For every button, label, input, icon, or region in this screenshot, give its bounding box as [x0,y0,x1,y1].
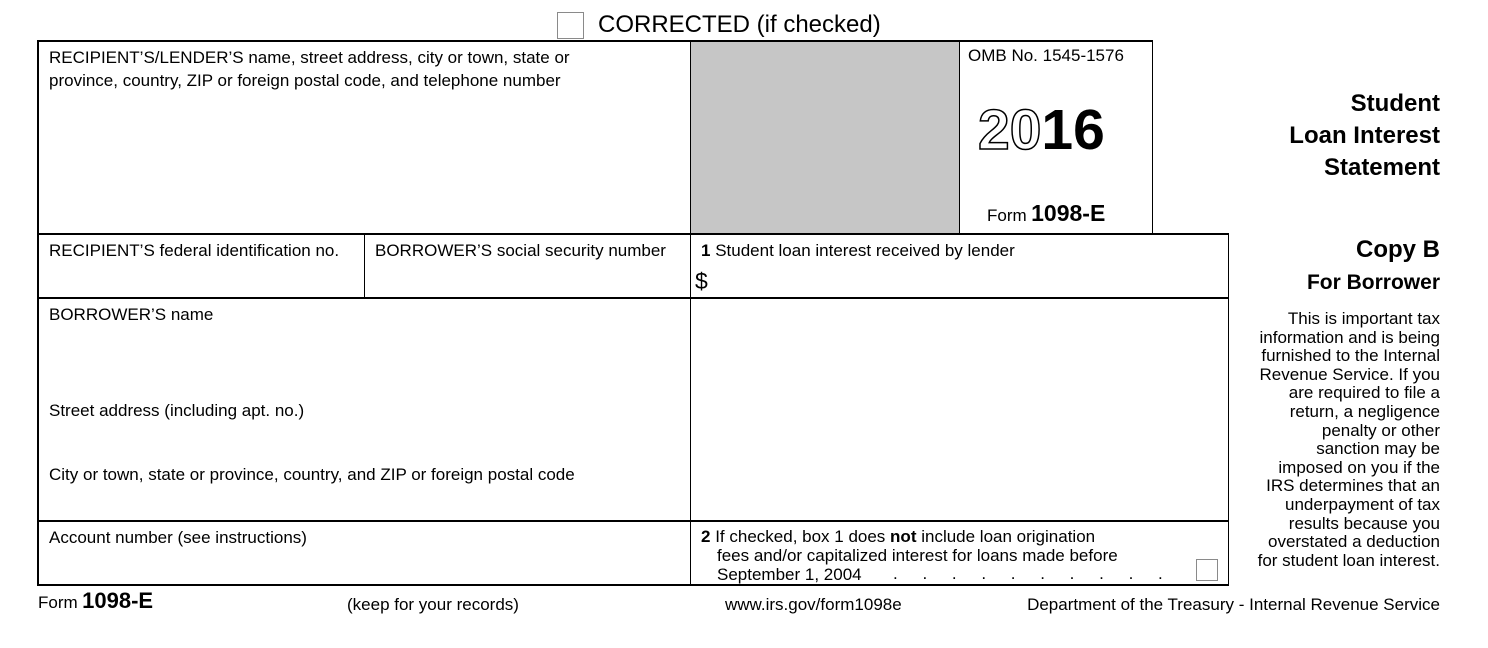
copy-notice [1232,310,1440,570]
footer-form-id [38,588,153,614]
box1-currency: $ [695,268,708,294]
box2-checkbox[interactable] [1196,559,1218,581]
blank-box [691,299,1228,520]
footer-form-number: 1098-E [82,588,154,613]
notice-line: return, a negligence [1289,401,1440,421]
recipient-fed-id-label: RECIPIENT’S federal identification no. [49,241,340,260]
header-form-number: 1098-E [1031,200,1106,226]
footer-url[interactable]: www.irs.gov/form1098e [725,595,902,614]
notice-line: information and is being [1259,327,1440,347]
omb-number: OMB No. 1545-1576 [968,46,1124,65]
box1-label-text: Student loan interest received by lender [715,241,1015,260]
box2-line2: fees and/or capitalized interest for loans made before [717,546,1118,565]
notice-line: furnished to the Internal [1261,346,1440,366]
notice-line: for student loan interest. [1257,550,1440,570]
header-right-border [1152,40,1153,234]
box2-line1-post: include loan origination [916,527,1096,546]
omb-divider [959,40,960,234]
tax-year-suffix: 16 [1041,98,1105,162]
box2-line1-pre: If checked, box 1 does [715,527,891,546]
recipient-name-label-line2: province, country, ZIP or foreign postal code, and telephone number [49,71,561,90]
box2-line3: September 1, 2004 [717,565,862,584]
box2-number: 2 [701,527,711,546]
notice-line: penalty or other [1321,420,1440,440]
form-title-line1: Student [1350,90,1440,117]
header-form-id [987,200,1105,227]
notice-line: are required to file a [1288,383,1440,403]
recipient-fed-id-field[interactable] [39,235,364,297]
footer-keep-records: (keep for your records) [347,595,519,614]
corrected-checkbox[interactable] [557,12,584,39]
box1-label [701,240,1015,261]
recipient-name-label-line1: RECIPIENT’S/LENDER’S name, street address, city or town, state or [49,48,570,67]
borrower-name-label: BORROWER’S name [49,305,214,324]
footer-form-word: Form [38,593,78,612]
notice-line: Revenue Service. If you [1259,364,1440,384]
city-label: City or town, state or province, country, and ZIP or foreign postal code [49,465,575,484]
form-title-line2: Loan Interest [1289,122,1440,149]
street-address-label: Street address (including apt. no.) [49,401,305,420]
notice-line: imposed on you if the [1278,457,1440,477]
form-title-line3: Statement [1323,154,1440,181]
box1-field[interactable] [691,235,1228,297]
corrected-label: CORRECTED (if checked) [598,11,881,38]
header-form-word: Form [987,206,1027,225]
borrower-name-field[interactable] [39,299,690,520]
box2-line1 [701,527,1095,546]
borrower-ssn-label: BORROWER’S social security number [375,241,666,260]
copy-column-divider [1228,233,1229,586]
notice-line: This is important tax [1287,309,1440,328]
account-number-label: Account number (see instructions) [49,528,307,547]
shaded-area [691,42,959,233]
notice-line: overstated a deduction [1267,532,1440,552]
tax-year [978,97,1105,163]
notice-line: IRS determines that an [1266,476,1440,496]
box1-number: 1 [701,241,711,260]
box2-field [691,522,1228,584]
copy-subtitle: For Borrower [1306,271,1440,294]
copy-title: Copy B [1356,236,1440,263]
footer-department: Department of the Treasury - Internal Revenue Service [1027,595,1440,614]
box2-line1-bold: not [890,527,917,546]
tax-year-prefix: 20 [978,98,1042,162]
form-bottom-border [37,584,1229,586]
form-title [1160,88,1440,184]
account-number-field[interactable] [39,522,690,584]
recipient-name-field[interactable] [39,42,690,233]
box2-leader-dots: . . . . . . . . . . [893,564,1173,583]
notice-line: underpayment of tax [1285,494,1440,514]
borrower-ssn-field[interactable] [365,235,690,297]
notice-line: sanction may be [1316,439,1440,459]
notice-line: results because you [1288,513,1440,533]
